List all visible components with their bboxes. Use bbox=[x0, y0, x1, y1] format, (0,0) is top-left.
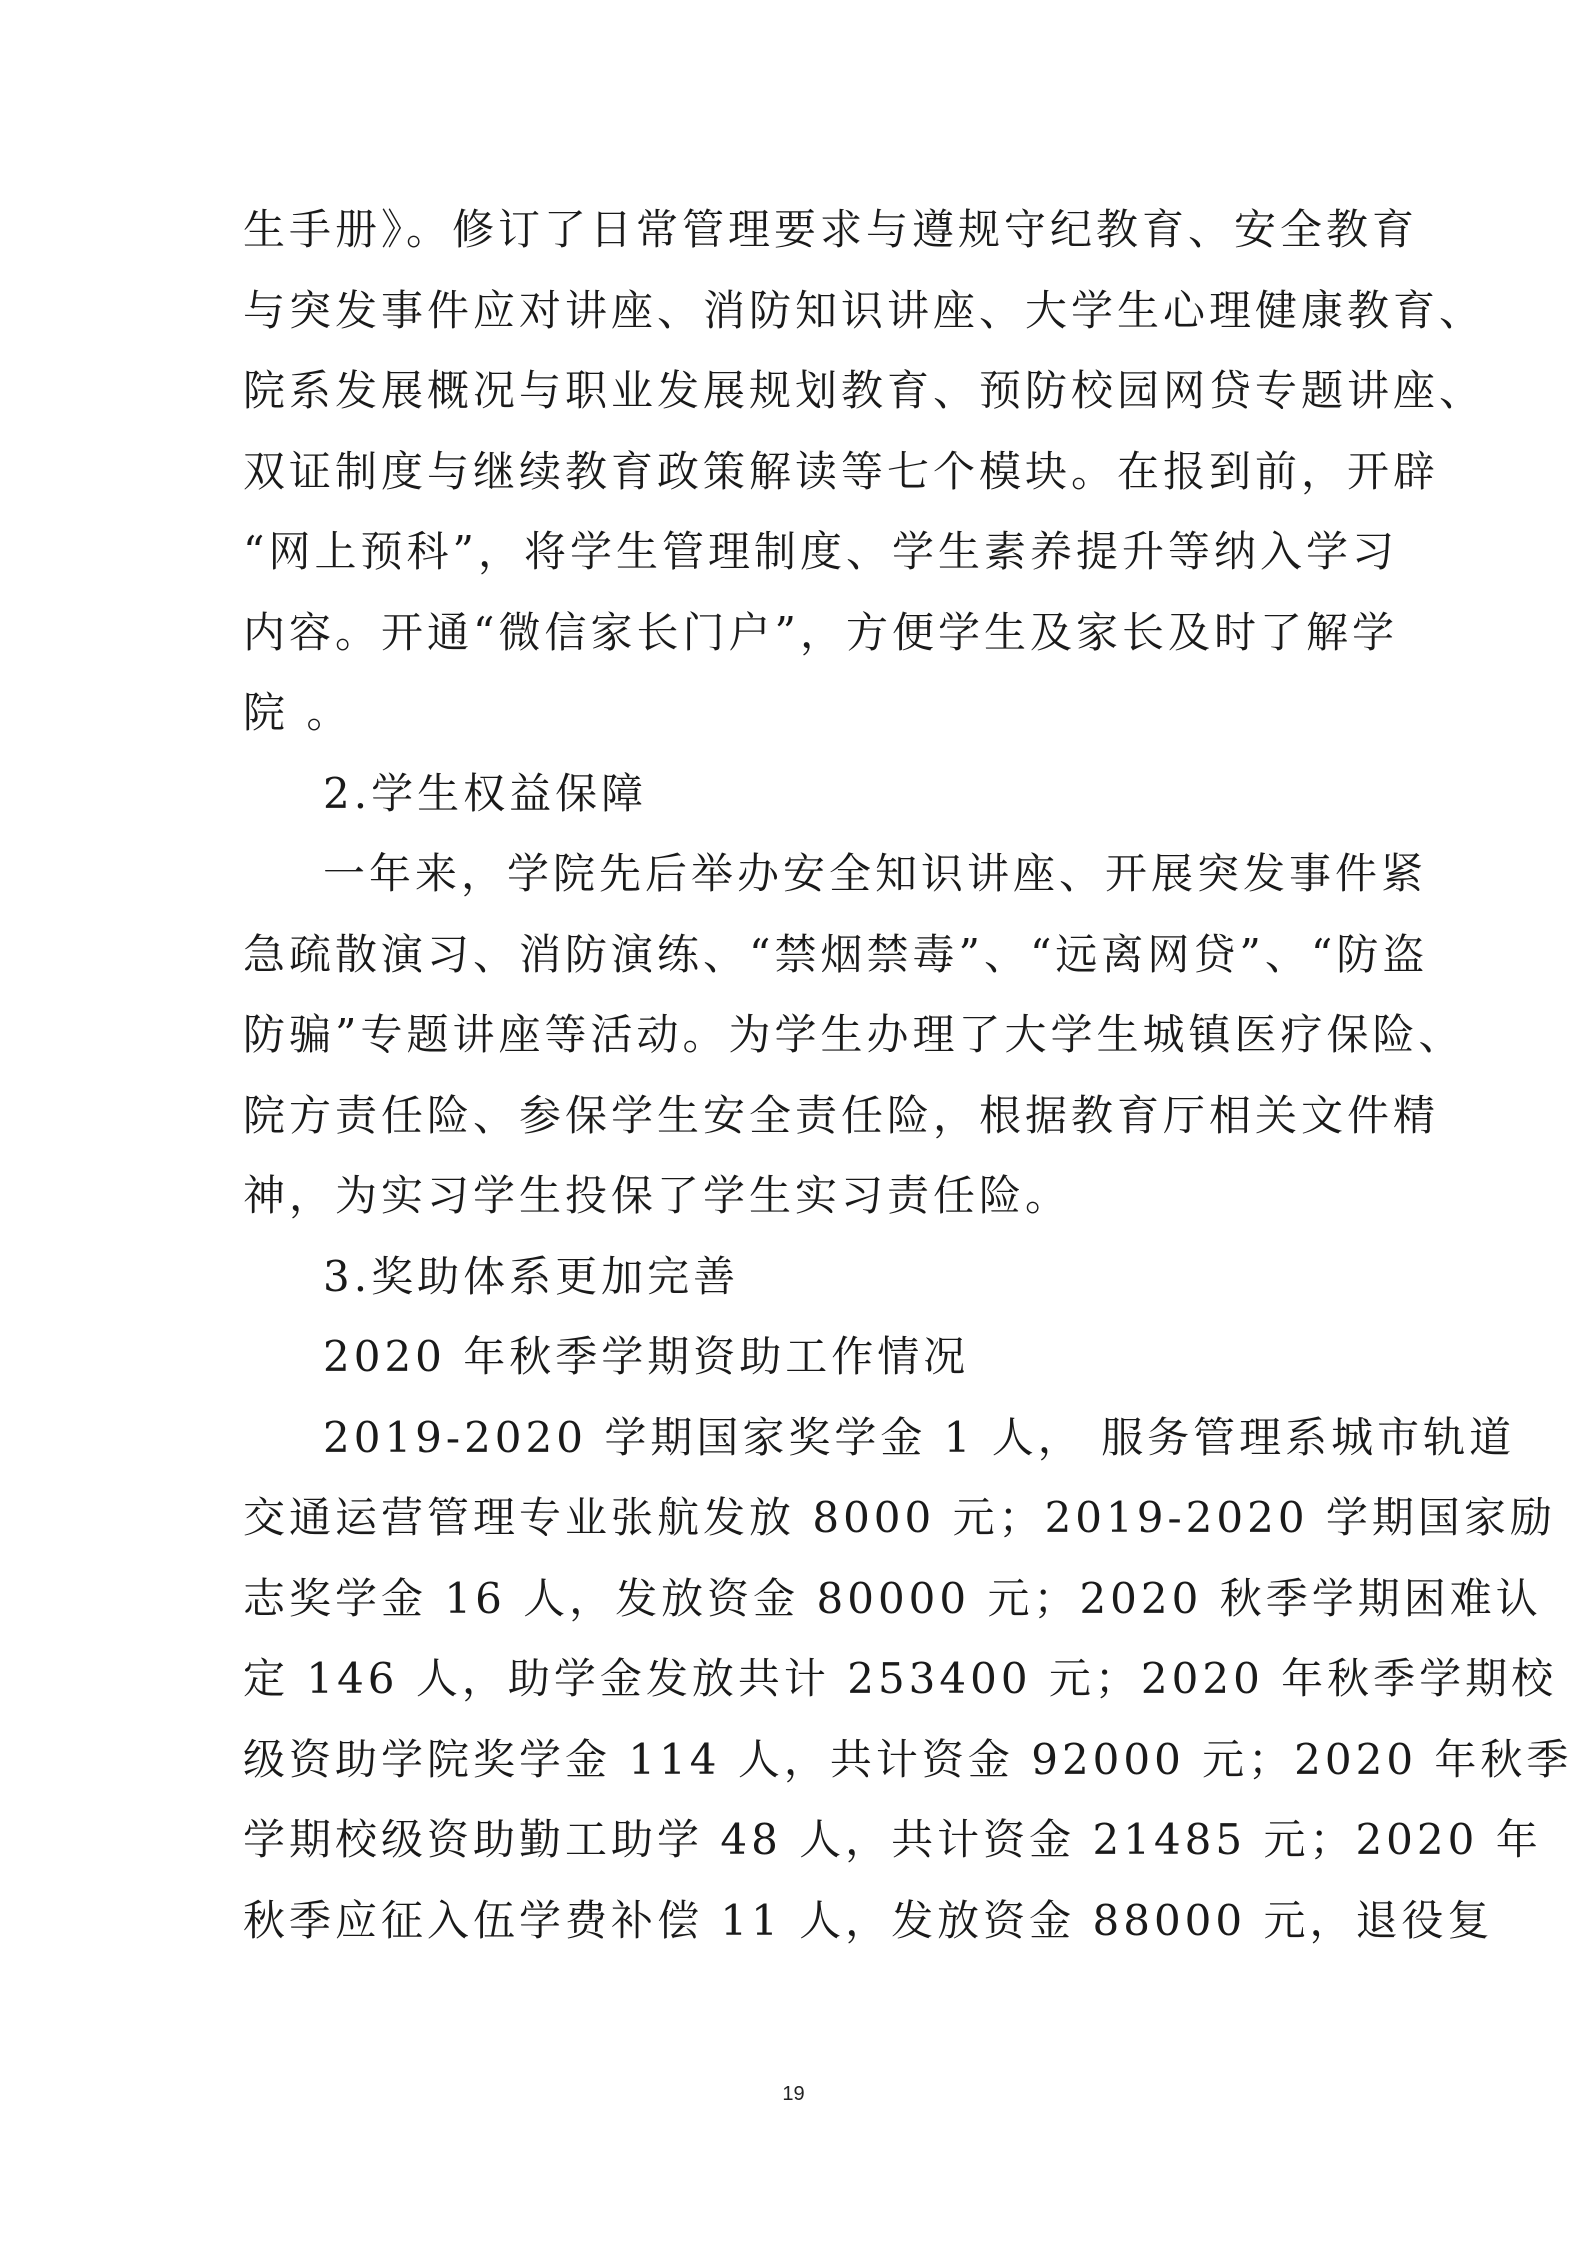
text-line: 志奖学金 16 人，发放资金 80000 元；2020 秋季学期困难认 bbox=[243, 1573, 1542, 1623]
page-number: 19 bbox=[782, 2083, 805, 2105]
text-line: 防骗”专题讲座等活动。为学生办理了大学生城镇医疗保险、 bbox=[243, 1010, 1465, 1059]
text-line: 院 。 bbox=[243, 688, 353, 737]
text-line: “网上预科”，将学生管理制度、学生素养提升等纳入学习 bbox=[243, 527, 1398, 576]
paragraph-start: 2019-2020 学期国家奖学金 1 人， 服务管理系城市轨道 bbox=[323, 1412, 1516, 1462]
section-heading: 3.奖助体系更加完善 bbox=[323, 1251, 740, 1301]
text-line: 生手册》。修订了日常管理要求与遵规守纪教育、安全教育 bbox=[243, 205, 1419, 254]
paragraph-start: 一年来，学院先后举办安全知识讲座、开展突发事件紧 bbox=[323, 849, 1428, 898]
text-line: 学期校级资助勤工助学 48 人，共计资金 21485 元；2020 年 bbox=[243, 1815, 1542, 1864]
text-line: 交通运营管理专业张航发放 8000 元；2019-2020 学期国家励 bbox=[243, 1493, 1556, 1542]
text-line: 与突发事件应对讲座、消防知识讲座、大学生心理健康教育、 bbox=[243, 285, 1486, 335]
text-line: 神，为实习学生投保了学生实习责任险。 bbox=[243, 1171, 1072, 1220]
text-line: 级资助学院奖学金 114 人，共计资金 92000 元；2020 年秋季 bbox=[243, 1734, 1573, 1784]
section-heading: 2.学生权益保障 bbox=[323, 768, 648, 818]
text-line: 定 146 人，助学金发放共计 253400 元；2020 年秋季学期校 bbox=[243, 1654, 1558, 1703]
body-text bbox=[243, 190, 1573, 1961]
text-line: 双证制度与继续教育政策解读等七个模块。在报到前，开辟 bbox=[243, 446, 1440, 496]
text-line: 院方责任险、参保学生安全责任险，根据教育厅相关文件精 bbox=[243, 1090, 1440, 1140]
subsection-heading: 2020 年秋季学期资助工作情况 bbox=[323, 1332, 970, 1381]
text-line: 内容。开通“微信家长门户”，方便学生及家长及时了解学 bbox=[243, 607, 1398, 657]
text-line: 秋季应征入伍学费补偿 11 人，发放资金 88000 元，退役复 bbox=[243, 1895, 1494, 1945]
text-line: 院系发展概况与职业发展规划教育、预防校园网贷专题讲座、 bbox=[243, 366, 1486, 415]
text-line: 急疏散演习、消防演练、“禁烟禁毒”、“远离网贷”、“防盗 bbox=[243, 929, 1429, 979]
